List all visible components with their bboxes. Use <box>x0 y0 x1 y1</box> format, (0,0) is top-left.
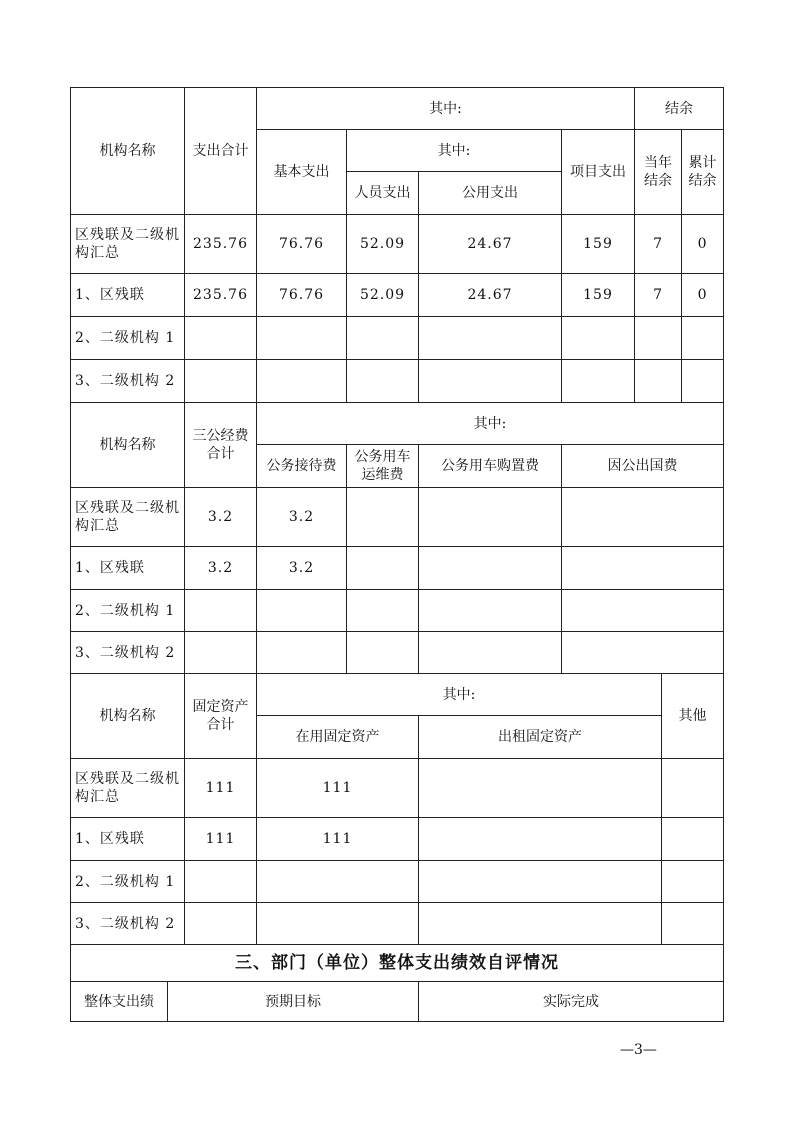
org-name-cell: 1、区残联 <box>71 274 185 317</box>
car-purchase-cell <box>419 590 562 632</box>
in-use-cell: 111 <box>257 818 419 861</box>
header-reception: 公务接待费 <box>257 445 347 488</box>
actual-completion-header: 实际完成 <box>419 982 724 1022</box>
abroad-cell <box>562 488 724 547</box>
page-number: —3— <box>620 1042 657 1058</box>
org-name-cell: 2、二级机构 1 <box>71 861 185 903</box>
table-row <box>71 861 724 903</box>
car-purchase-cell <box>419 632 562 674</box>
abroad-cell <box>562 590 724 632</box>
org-name-cell: 2、二级机构 1 <box>71 590 185 632</box>
total-cell: 111 <box>185 818 257 861</box>
in-use-cell <box>257 861 419 903</box>
project-cell <box>562 317 635 360</box>
header-other: 其他 <box>662 674 724 759</box>
rented-cell <box>419 759 662 818</box>
table-row <box>71 360 724 403</box>
org-name-cell: 1、区残联 <box>71 818 185 861</box>
in-use-cell: 111 <box>257 759 419 818</box>
section-title: 三、部门（单位）整体支出绩效自评情况 <box>71 945 724 982</box>
header-year-balance: 当年结余 <box>635 130 682 215</box>
personnel-cell: 52.09 <box>347 215 419 274</box>
org-name-cell: 3、二级机构 2 <box>71 360 185 403</box>
header-abroad: 因公出国费 <box>562 445 724 488</box>
header-among: 其中: <box>257 88 635 130</box>
header-cumulative-balance: 累计结余 <box>682 130 724 215</box>
cumulative-balance-cell: 0 <box>682 215 724 274</box>
cumulative-balance-cell <box>682 317 724 360</box>
year-balance-cell: 7 <box>635 215 682 274</box>
header-org-name: 机构名称 <box>71 88 185 215</box>
personnel-cell <box>347 360 419 403</box>
table-row <box>71 274 724 317</box>
cumulative-balance-cell <box>682 360 724 403</box>
other-cell <box>662 759 724 818</box>
performance-section-table <box>70 944 724 1022</box>
expected-goal-header: 预期目标 <box>168 982 419 1022</box>
cumulative-balance-cell: 0 <box>682 274 724 317</box>
org-name-cell: 区残联及二级机构汇总 <box>71 215 185 274</box>
fixed-asset-table <box>70 673 724 945</box>
table-row <box>71 215 724 274</box>
org-name-cell: 3、二级机构 2 <box>71 632 185 674</box>
total-cell: 3.2 <box>185 488 257 547</box>
header-balance: 结余 <box>635 88 724 130</box>
personnel-cell <box>347 317 419 360</box>
table-row <box>71 903 724 945</box>
car-maintenance-cell <box>347 590 419 632</box>
table-row <box>71 488 724 547</box>
other-cell <box>662 903 724 945</box>
public-cell: 24.67 <box>419 215 562 274</box>
total-cell: 235.76 <box>185 274 257 317</box>
car-maintenance-cell <box>347 632 419 674</box>
reception-cell: 3.2 <box>257 547 347 590</box>
rented-cell <box>419 818 662 861</box>
header-among: 其中: <box>257 674 662 716</box>
other-cell <box>662 818 724 861</box>
basic-cell <box>257 360 347 403</box>
basic-cell: 76.76 <box>257 215 347 274</box>
public-cell <box>419 360 562 403</box>
header-org-name: 机构名称 <box>71 674 185 759</box>
reception-cell <box>257 632 347 674</box>
rented-cell <box>419 903 662 945</box>
header-project-expenditure: 项目支出 <box>562 130 635 215</box>
header-fixed-asset-total: 固定资产合计 <box>185 674 257 759</box>
total-cell: 111 <box>185 759 257 818</box>
car-purchase-cell <box>419 488 562 547</box>
total-cell <box>185 317 257 360</box>
public-cell: 24.67 <box>419 274 562 317</box>
basic-cell: 76.76 <box>257 274 347 317</box>
org-name-cell: 2、二级机构 1 <box>71 317 185 360</box>
header-in-use-assets: 在用固定资产 <box>257 716 419 759</box>
header-basic-expenditure: 基本支出 <box>257 130 347 215</box>
header-rented-assets: 出租固定资产 <box>419 716 662 759</box>
org-name-cell: 区残联及二级机构汇总 <box>71 759 185 818</box>
personnel-cell: 52.09 <box>347 274 419 317</box>
total-cell <box>185 590 257 632</box>
header-public-expense-total: 三公经费合计 <box>185 403 257 488</box>
table-row <box>71 818 724 861</box>
car-maintenance-cell <box>347 488 419 547</box>
table-row <box>71 632 724 674</box>
reception-cell: 3.2 <box>257 488 347 547</box>
abroad-cell <box>562 547 724 590</box>
table-row <box>71 590 724 632</box>
total-cell: 3.2 <box>185 547 257 590</box>
public-cell <box>419 317 562 360</box>
project-cell: 159 <box>562 215 635 274</box>
table-row <box>71 547 724 590</box>
project-cell: 159 <box>562 274 635 317</box>
car-maintenance-cell <box>347 547 419 590</box>
header-among-sub: 其中: <box>347 130 562 172</box>
abroad-cell <box>562 632 724 674</box>
car-purchase-cell <box>419 547 562 590</box>
public-expense-table <box>70 402 724 674</box>
project-cell <box>562 360 635 403</box>
org-name-cell: 3、二级机构 2 <box>71 903 185 945</box>
org-name-cell: 区残联及二级机构汇总 <box>71 488 185 547</box>
total-cell: 235.76 <box>185 215 257 274</box>
table-row <box>71 317 724 360</box>
header-car-purchase: 公务用车购置费 <box>419 445 562 488</box>
header-org-name: 机构名称 <box>71 403 185 488</box>
header-personnel-expenditure: 人员支出 <box>347 172 419 215</box>
org-name-cell: 1、区残联 <box>71 547 185 590</box>
rented-cell <box>419 861 662 903</box>
header-public-expenditure: 公用支出 <box>419 172 562 215</box>
header-among: 其中: <box>257 403 724 445</box>
in-use-cell <box>257 903 419 945</box>
total-cell <box>185 632 257 674</box>
table-row <box>71 759 724 818</box>
header-total-expenditure: 支出合计 <box>185 88 257 215</box>
other-cell <box>662 861 724 903</box>
year-balance-cell: 7 <box>635 274 682 317</box>
document-sheet <box>70 87 723 1022</box>
total-cell <box>185 903 257 945</box>
total-cell <box>185 861 257 903</box>
overall-performance-label: 整体支出绩 <box>71 982 168 1022</box>
basic-cell <box>257 317 347 360</box>
total-cell <box>185 360 257 403</box>
expenditure-table <box>70 87 724 403</box>
header-car-maintenance: 公务用车运维费 <box>347 445 419 488</box>
year-balance-cell <box>635 317 682 360</box>
reception-cell <box>257 590 347 632</box>
year-balance-cell <box>635 360 682 403</box>
